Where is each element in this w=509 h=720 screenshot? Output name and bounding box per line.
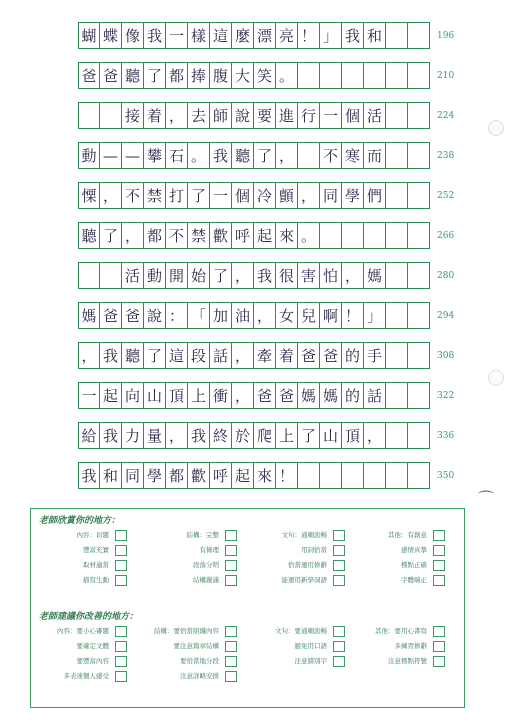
grid-cell: 了	[144, 342, 166, 369]
grid-cell	[408, 462, 430, 489]
grid-cell: 我	[188, 422, 210, 449]
grid-cell: ，	[166, 102, 188, 129]
grid-cell: 我	[78, 462, 100, 489]
improve-item-label: 要確定文體	[76, 642, 109, 650]
grid-cell: 開	[166, 262, 188, 289]
improve-item-label: 要恰當地分段	[180, 657, 219, 665]
grid-cell: 麼	[232, 22, 254, 49]
improve-checkbox[interactable]	[225, 626, 237, 637]
grid-cell: ！	[342, 302, 364, 329]
praise-item-label: 有條理	[199, 546, 219, 554]
grid-row	[78, 142, 430, 169]
grid-cell: 去	[188, 102, 210, 129]
praise-item-label: 能運用新學詞語	[281, 576, 327, 584]
grid-cell: 」	[320, 22, 342, 49]
grid-cell: 山	[144, 382, 166, 409]
grid-cell: 說	[232, 102, 254, 129]
grid-cell: 我	[342, 22, 364, 49]
grid-cell	[408, 102, 430, 129]
grid-cell: 和	[100, 462, 122, 489]
row-character-count: 294	[437, 311, 455, 321]
grid-cell: —	[122, 142, 144, 169]
improve-item-label: 文句：要通順流暢	[275, 627, 327, 635]
grid-cell: 很	[276, 262, 298, 289]
grid-row	[78, 102, 430, 129]
grid-cell: 向	[122, 382, 144, 409]
grid-cell: 話	[210, 342, 232, 369]
improve-item-label: 避免用口語	[294, 642, 327, 650]
grid-cell: 話	[364, 382, 386, 409]
binder-hole-top	[488, 120, 504, 136]
grid-cell: 聽	[122, 342, 144, 369]
row-character-count: 196	[437, 31, 455, 41]
grid-cell: 寒	[342, 142, 364, 169]
grid-cell: 爸	[100, 62, 122, 89]
grid-cell: 着	[144, 102, 166, 129]
praise-checkbox[interactable]	[115, 545, 127, 556]
grid-cell: 禁	[144, 182, 166, 209]
grid-cell: 爸	[298, 342, 320, 369]
grid-cell: ，	[342, 262, 364, 289]
praise-item-label: 文句：通順流暢	[281, 531, 327, 539]
grid-row	[78, 62, 430, 89]
grid-cell: 接	[122, 102, 144, 129]
grid-cell	[78, 262, 100, 289]
grid-cell: ，	[298, 182, 320, 209]
grid-cell: 爸	[276, 382, 298, 409]
row-character-count: 238	[437, 151, 455, 161]
grid-cell: 加	[210, 302, 232, 329]
grid-cell: 我	[144, 22, 166, 49]
grid-cell: 亮	[276, 22, 298, 49]
grid-cell: 和	[364, 22, 386, 49]
grid-cell: 攀	[144, 142, 166, 169]
grid-row	[78, 302, 430, 329]
grid-cell	[408, 382, 430, 409]
praise-item-label: 結構嚴謹	[193, 576, 219, 584]
praise-checkbox[interactable]	[333, 545, 345, 556]
grid-cell: 爸	[254, 382, 276, 409]
praise-checkbox[interactable]	[333, 560, 345, 571]
grid-cell: 的	[342, 382, 364, 409]
grid-cell: ，	[122, 222, 144, 249]
grid-cell: 同	[122, 462, 144, 489]
grid-cell: 兒	[298, 302, 320, 329]
grid-cell	[386, 342, 408, 369]
grid-cell: 了	[188, 182, 210, 209]
grid-cell	[408, 342, 430, 369]
grid-cell: 山	[320, 422, 342, 449]
grid-cell: 媽	[78, 302, 100, 329]
grid-row	[78, 462, 430, 489]
grid-cell	[386, 182, 408, 209]
grid-cell: ，	[364, 422, 386, 449]
improve-checkbox[interactable]	[433, 641, 445, 652]
grid-cell: 啊	[320, 302, 342, 329]
improve-checkbox[interactable]	[225, 641, 237, 652]
grid-cell	[342, 62, 364, 89]
grid-cell	[78, 102, 100, 129]
grid-cell: 慄	[78, 182, 100, 209]
praise-checkbox[interactable]	[115, 560, 127, 571]
grid-cell: ，	[78, 342, 100, 369]
grid-cell: 頂	[342, 422, 364, 449]
grid-cell: ：	[166, 302, 188, 329]
praise-checkbox[interactable]	[225, 545, 237, 556]
grid-cell: 爸	[78, 62, 100, 89]
grid-cell: 起	[254, 222, 276, 249]
grid-cell	[408, 422, 430, 449]
praise-checkbox[interactable]	[433, 560, 445, 571]
grid-cell: 。	[298, 222, 320, 249]
grid-cell: 牽	[254, 342, 276, 369]
grid-cell: ，	[232, 262, 254, 289]
grid-cell	[386, 142, 408, 169]
grid-cell	[386, 462, 408, 489]
grid-cell: 媽	[320, 382, 342, 409]
grid-cell: ，	[232, 382, 254, 409]
grid-cell	[320, 62, 342, 89]
grid-cell: 終	[210, 422, 232, 449]
grid-cell: 禁	[188, 222, 210, 249]
grid-cell: ，	[276, 142, 298, 169]
corner-mark: ⌒	[478, 489, 495, 508]
grid-cell: 怕	[320, 262, 342, 289]
grid-cell: 力	[122, 422, 144, 449]
grid-cell	[100, 262, 122, 289]
improve-checkbox[interactable]	[115, 626, 127, 637]
praise-item-label: 取材適當	[83, 561, 109, 569]
grid-cell: 不	[166, 222, 188, 249]
grid-cell: 聽	[122, 62, 144, 89]
grid-cell: 不	[320, 142, 342, 169]
grid-cell: 們	[364, 182, 386, 209]
grid-cell: 冷	[254, 182, 276, 209]
row-character-count: 350	[437, 471, 455, 481]
praise-checkbox[interactable]	[225, 530, 237, 541]
praise-item-label: 恰當運用修辭	[288, 561, 327, 569]
grid-cell: 大	[232, 62, 254, 89]
grid-cell: 笑	[254, 62, 276, 89]
grid-cell	[298, 142, 320, 169]
grid-cell: 我	[100, 342, 122, 369]
grid-cell	[386, 222, 408, 249]
grid-cell: 都	[166, 462, 188, 489]
praise-item-label: 標點正確	[401, 561, 427, 569]
grid-cell: 着	[276, 342, 298, 369]
grid-cell: 個	[342, 102, 364, 129]
grid-cell	[386, 102, 408, 129]
grid-cell: 女	[276, 302, 298, 329]
improve-checkbox[interactable]	[225, 656, 237, 667]
praise-item-label: 內容：切題	[76, 531, 109, 539]
grid-cell	[408, 262, 430, 289]
grid-cell	[408, 62, 430, 89]
improve-checkbox[interactable]	[333, 641, 345, 652]
grid-row	[78, 222, 430, 249]
grid-cell: 一	[78, 382, 100, 409]
grid-row	[78, 342, 430, 369]
grid-cell	[100, 102, 122, 129]
praise-checkbox[interactable]	[115, 530, 127, 541]
grid-cell: 師	[210, 102, 232, 129]
improve-title: 老師建議你改善的地方：	[39, 612, 139, 622]
improve-item-label: 其他：要用心書寫	[375, 627, 427, 635]
grid-cell: 害	[298, 262, 320, 289]
grid-cell: 來	[276, 222, 298, 249]
grid-cell	[408, 22, 430, 49]
grid-row	[78, 382, 430, 409]
grid-cell: 聽	[78, 222, 100, 249]
row-character-count: 336	[437, 431, 455, 441]
grid-cell: 衝	[210, 382, 232, 409]
grid-cell: 腹	[210, 62, 232, 89]
grid-cell: 歡	[210, 222, 232, 249]
improve-checkbox[interactable]	[115, 656, 127, 667]
grid-cell: 進	[276, 102, 298, 129]
grid-cell: 始	[188, 262, 210, 289]
praise-checkbox[interactable]	[433, 575, 445, 586]
improve-item-label: 要豐富內容	[76, 657, 109, 665]
grid-cell: ，	[232, 342, 254, 369]
grid-cell: 活	[122, 262, 144, 289]
improve-item-label: 內容：要小心審題	[57, 627, 109, 635]
grid-cell	[298, 62, 320, 89]
grid-cell: 起	[100, 382, 122, 409]
praise-checkbox[interactable]	[225, 560, 237, 571]
grid-cell: 我	[100, 422, 122, 449]
grid-cell: 了	[298, 422, 320, 449]
grid-cell: 學	[342, 182, 364, 209]
grid-cell: 呼	[210, 462, 232, 489]
improve-item-label: 多表達個人感受	[63, 672, 109, 680]
grid-cell: 起	[232, 462, 254, 489]
grid-cell: 漂	[254, 22, 276, 49]
improve-checkbox[interactable]	[433, 656, 445, 667]
grid-cell: 一	[210, 182, 232, 209]
grid-cell	[408, 182, 430, 209]
grid-cell: 蝶	[100, 22, 122, 49]
row-character-count: 308	[437, 351, 455, 361]
grid-cell: 都	[166, 62, 188, 89]
improve-checkbox[interactable]	[115, 671, 127, 682]
praise-item-label: 描寫生動	[83, 576, 109, 584]
grid-cell: 段	[188, 342, 210, 369]
grid-cell: 顫	[276, 182, 298, 209]
improve-checkbox[interactable]	[333, 656, 345, 667]
grid-cell: 要	[254, 102, 276, 129]
grid-cell	[320, 222, 342, 249]
grid-cell	[408, 142, 430, 169]
grid-cell: 來	[254, 462, 276, 489]
grid-cell: 媽	[298, 382, 320, 409]
grid-cell	[386, 262, 408, 289]
grid-cell: 爸	[320, 342, 342, 369]
grid-cell: 樣	[188, 22, 210, 49]
grid-cell: 這	[166, 342, 188, 369]
grid-cell: 上	[188, 382, 210, 409]
grid-row	[78, 22, 430, 49]
grid-cell: 這	[210, 22, 232, 49]
teacher-feedback-panel	[30, 508, 465, 708]
grid-cell	[386, 382, 408, 409]
grid-cell: 頂	[166, 382, 188, 409]
grid-row	[78, 422, 430, 449]
grid-cell: 打	[166, 182, 188, 209]
improve-checkbox[interactable]	[433, 626, 445, 637]
praise-item-label: 豐富充實	[83, 546, 109, 554]
row-character-count: 280	[437, 271, 455, 281]
grid-cell: 活	[364, 102, 386, 129]
improve-item-label: 注意錯別字	[294, 657, 327, 665]
grid-cell: 「	[188, 302, 210, 329]
grid-cell	[342, 462, 364, 489]
grid-cell: 」	[364, 302, 386, 329]
grid-cell: 個	[232, 182, 254, 209]
praise-checkbox[interactable]	[115, 575, 127, 586]
praise-item-label: 感情真摯	[401, 546, 427, 554]
improve-item-label: 多練習修辭	[394, 642, 427, 650]
grid-cell: ，	[166, 422, 188, 449]
grid-cell: 而	[364, 142, 386, 169]
grid-cell: ！	[276, 462, 298, 489]
praise-checkbox[interactable]	[225, 575, 237, 586]
grid-cell: 量	[144, 422, 166, 449]
grid-cell: 說	[144, 302, 166, 329]
grid-cell	[320, 462, 342, 489]
grid-cell: —	[100, 142, 122, 169]
row-character-count: 322	[437, 391, 455, 401]
improve-item-label: 結構：要恰當組織內容	[154, 627, 219, 635]
row-character-count: 252	[437, 191, 455, 201]
grid-cell	[298, 462, 320, 489]
grid-cell: 呼	[232, 222, 254, 249]
grid-cell	[386, 62, 408, 89]
praise-item-label: 用詞恰當	[301, 546, 327, 554]
grid-cell	[364, 62, 386, 89]
praise-item-label: 段落分明	[193, 561, 219, 569]
grid-cell: 聽	[232, 142, 254, 169]
grid-cell: ，	[254, 302, 276, 329]
grid-cell	[386, 302, 408, 329]
grid-cell: 同	[320, 182, 342, 209]
praise-item-label: 字體端正	[401, 576, 427, 584]
grid-cell: ，	[100, 182, 122, 209]
improve-item-label: 要注意篇章結構	[173, 642, 219, 650]
praise-title: 老師欣賞你的地方：	[39, 516, 121, 526]
grid-cell: 都	[144, 222, 166, 249]
improve-checkbox[interactable]	[115, 641, 127, 652]
grid-cell: ！	[298, 22, 320, 49]
grid-cell: 了	[144, 62, 166, 89]
grid-cell: 爬	[254, 422, 276, 449]
row-character-count: 224	[437, 111, 455, 121]
grid-cell: 蝴	[78, 22, 100, 49]
improve-item-label: 注意標點符號	[388, 657, 427, 665]
grid-cell: 我	[210, 142, 232, 169]
praise-checkbox[interactable]	[333, 530, 345, 541]
grid-cell: 像	[122, 22, 144, 49]
improve-item-label: 注意詳略安排	[180, 672, 219, 680]
grid-cell: 一	[166, 22, 188, 49]
grid-cell	[408, 222, 430, 249]
grid-cell: 於	[232, 422, 254, 449]
grid-cell	[364, 462, 386, 489]
grid-row	[78, 182, 430, 209]
grid-cell	[342, 222, 364, 249]
binder-hole-bottom	[488, 370, 504, 386]
grid-cell: 了	[254, 142, 276, 169]
grid-cell: 了	[100, 222, 122, 249]
improve-checkbox[interactable]	[333, 626, 345, 637]
grid-cell: 一	[320, 102, 342, 129]
grid-cell: 動	[144, 262, 166, 289]
grid-cell	[386, 22, 408, 49]
grid-cell	[364, 222, 386, 249]
grid-cell: 上	[276, 422, 298, 449]
grid-cell: 手	[364, 342, 386, 369]
grid-cell: 媽	[364, 262, 386, 289]
grid-cell: 學	[144, 462, 166, 489]
praise-checkbox[interactable]	[333, 575, 345, 586]
grid-cell	[408, 302, 430, 329]
grid-row	[78, 262, 430, 289]
praise-item-label: 其他：有創意	[388, 531, 427, 539]
praise-item-label: 結構：完整	[186, 531, 219, 539]
grid-cell: 石	[166, 142, 188, 169]
grid-cell: 。	[188, 142, 210, 169]
row-character-count: 210	[437, 71, 455, 81]
praise-checkbox[interactable]	[433, 545, 445, 556]
grid-cell: 捧	[188, 62, 210, 89]
grid-cell: 歡	[188, 462, 210, 489]
grid-cell: 動	[78, 142, 100, 169]
grid-cell: 。	[276, 62, 298, 89]
improve-checkbox[interactable]	[225, 671, 237, 682]
row-character-count: 266	[437, 231, 455, 241]
grid-cell: 油	[232, 302, 254, 329]
grid-cell: 了	[210, 262, 232, 289]
grid-cell	[386, 422, 408, 449]
grid-cell: 給	[78, 422, 100, 449]
grid-cell: 的	[342, 342, 364, 369]
grid-cell: 爸	[122, 302, 144, 329]
grid-cell: 行	[298, 102, 320, 129]
grid-cell: 爸	[100, 302, 122, 329]
grid-cell: 我	[254, 262, 276, 289]
grid-cell: 不	[122, 182, 144, 209]
praise-checkbox[interactable]	[433, 530, 445, 541]
